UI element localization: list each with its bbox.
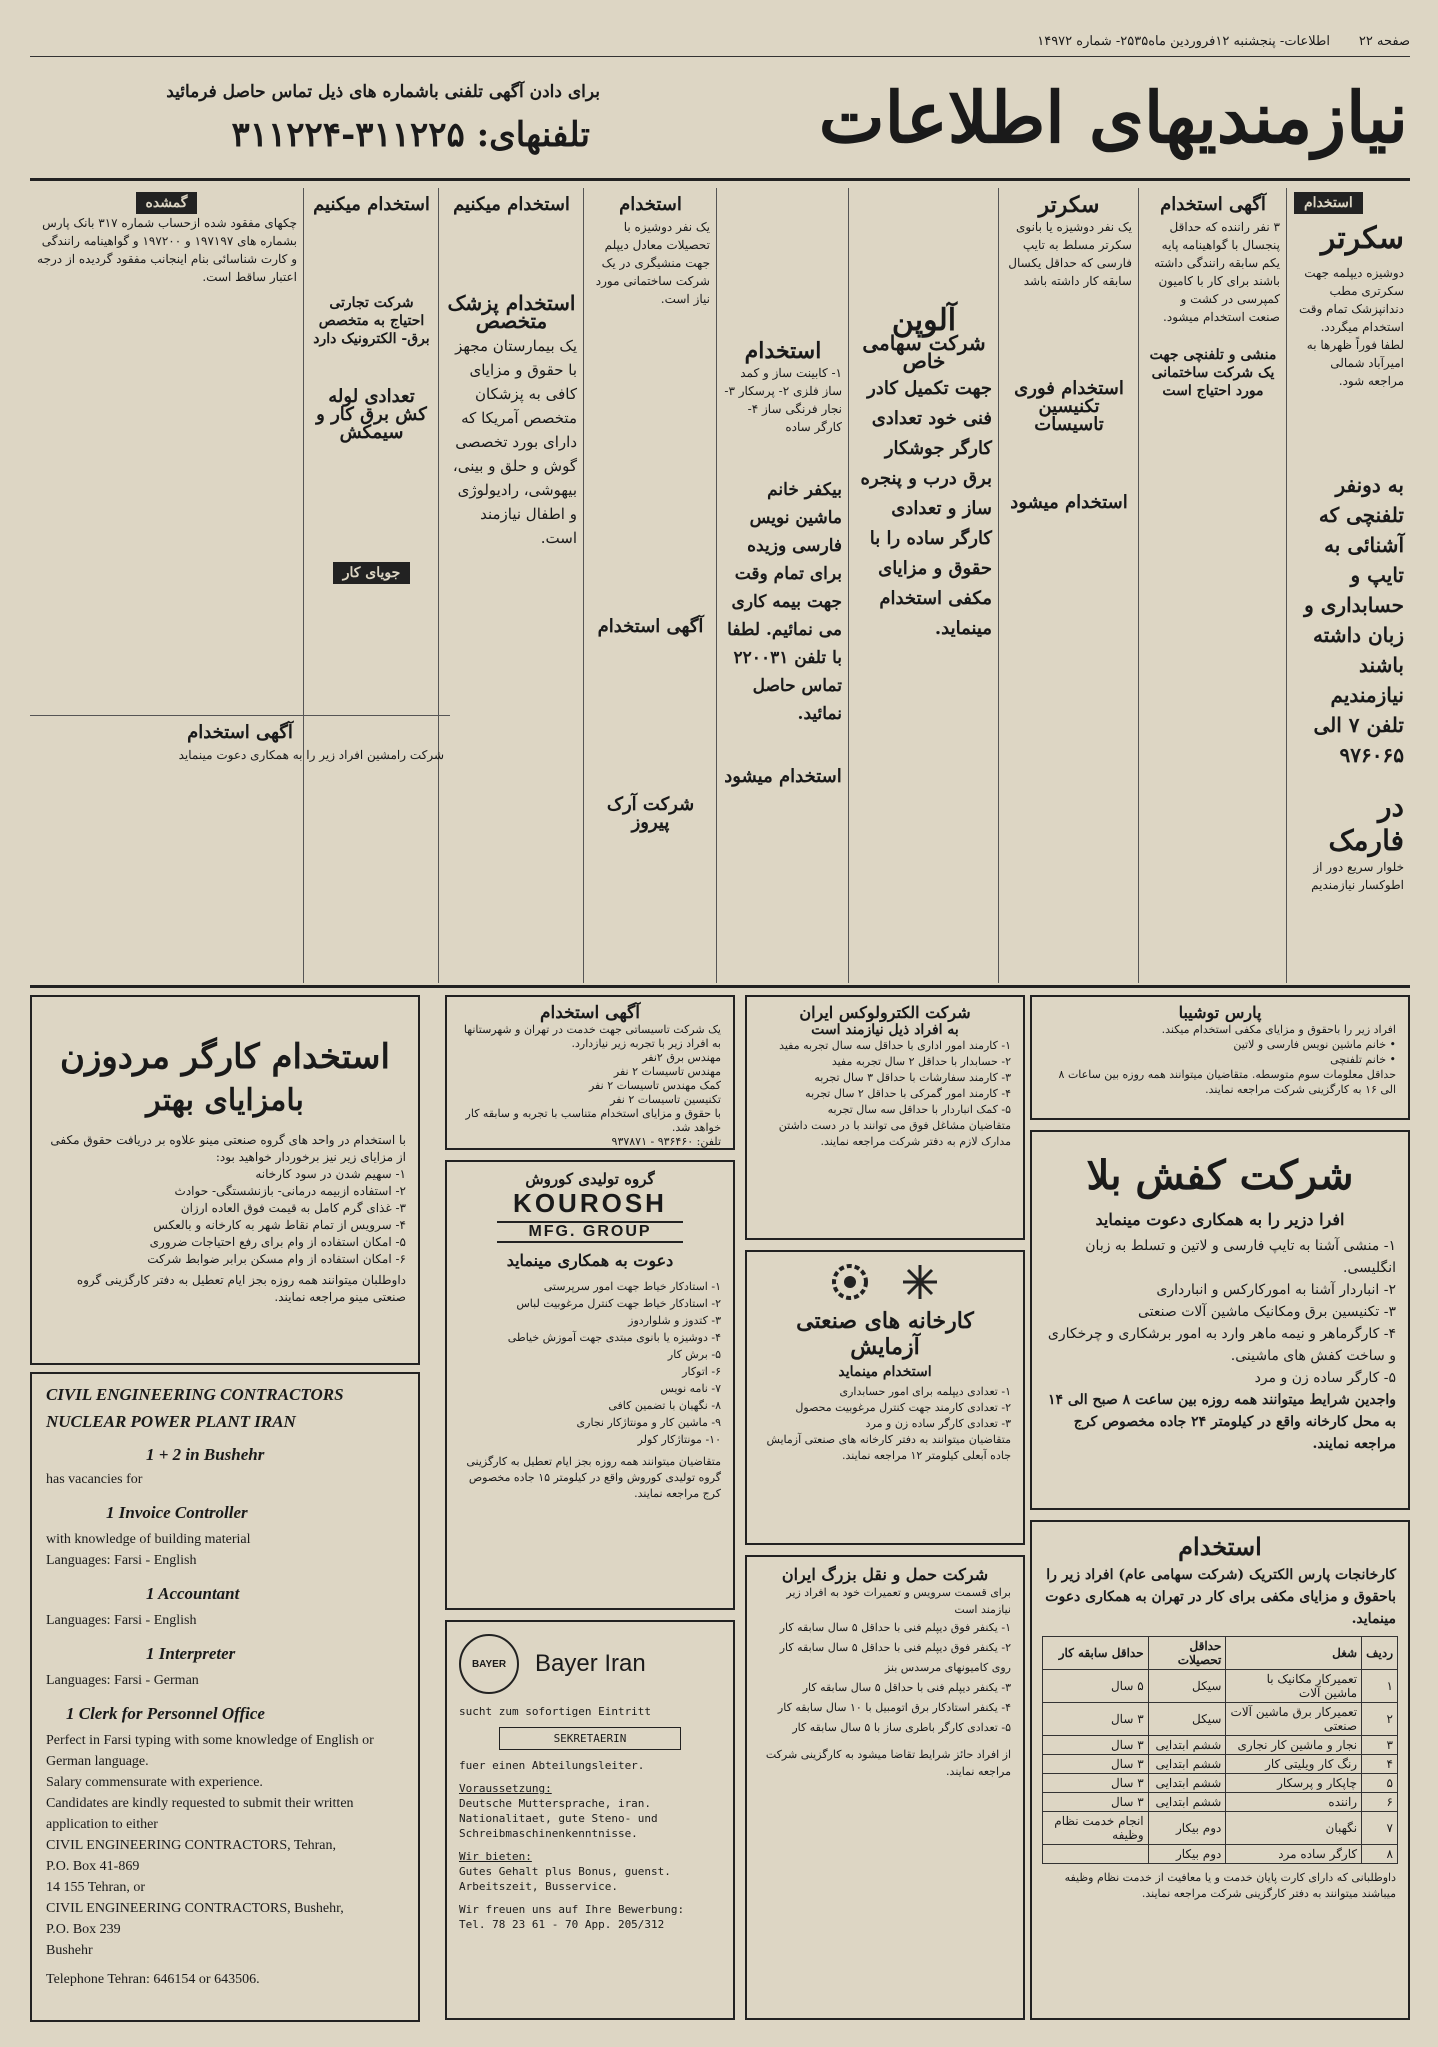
ad-text: بیکفر خانم ماشین نویس فارسی وزیده برای تمام وقت جهت بیمه کاری می نمائیم. لطفا با تلفن ۲۲۰۰۳۱ تماس حاصل نمائید. <box>727 480 842 724</box>
list-item: ۲- استادکار خیاط جهت کنترل مرغوبیت لباس <box>516 1297 721 1310</box>
list-item: ۲- یکنفر فوق دیپلم فنی با حداقل ۵ سال سابقه کار روی کامیونهای مرسدس بنز <box>779 1641 1011 1674</box>
table-cell: ششم ابتدایی <box>1148 1774 1226 1793</box>
ad-title: شرکت کفش بلا <box>1086 1152 1354 1199</box>
ad-text: Deutsche Muttersprache, iran. Nationalitaet, gute Steno- und Schreibmaschinenkenntnisse. <box>459 1797 658 1840</box>
classified-column-2 <box>1140 188 1286 983</box>
ad-text: دوشیزه دیپلمه جهت سکرتری مطب دندانپزشک تمام وقت استخدام میگردد. لطفا فوراً ظهرها به امیرآباد شمالی مراجعه شود. <box>1299 266 1404 388</box>
list-item: ۴- سرویس از تمام نقاط شهر به کارخانه و بالعکس <box>153 1218 406 1232</box>
position-title: 1 Accountant <box>146 1584 240 1603</box>
ad-subtitle: NUCLEAR POWER PLANT IRAN <box>46 1412 296 1431</box>
ad-text: یک بیمارستان مجهز با حقوق و مزایای کافی به پزشکان متخصص آمریکا که دارای بورد تخصصی گوش و حلق و بینی، بیهوشی، رادیولوژی و اطفال نیازمند است. <box>452 337 577 547</box>
ad-text: Languages: Farsi - English <box>46 1613 197 1628</box>
list-item: ۲- انباردار آشنا به امورکارکس و انبارداری <box>1156 1282 1396 1298</box>
section-tag: گمشده <box>136 192 198 214</box>
ad-text: یک نفر دوشیزه یا بانوی سکرتر مسلط به تایپ فارسی که حداقل یکسال سابقه کار داشته باشد <box>1008 220 1132 288</box>
table-row <box>1043 1703 1398 1736</box>
column-separator <box>848 188 849 983</box>
logo-subtext-en: MFG. GROUP <box>497 1221 683 1243</box>
classified-column-1 <box>1288 188 1410 983</box>
snowflake-icon <box>900 1262 940 1302</box>
ad-title: استخدام فوری تکنیسین تاسیسات <box>1014 378 1124 435</box>
ad-subtitle: شرکت سهامی خاص <box>862 331 986 373</box>
ad-text: با استخدام در واحد های گروه صنعتی مینو علاوه بر دریافت حقوق مکفی از مزایای زیر نیز برخوردار خواهید بود: <box>50 1133 406 1164</box>
ad-subtitle: افرا دزیر را به همکاری دعوت مینماید <box>1095 1210 1345 1229</box>
table-cell: نجار و ماشین کار نجاری <box>1226 1736 1362 1755</box>
address: CIVIL ENGINEERING CONTRACTORS, Tehran, <box>46 1838 337 1853</box>
logo-text-fa: گروه تولیدی کوروش <box>525 1170 655 1188</box>
ad-kafsh-bella <box>1030 1130 1410 1510</box>
telephone: تلفن: ۹۳۶۴۶۰ - ۹۳۷۸۷۱ <box>611 1135 721 1148</box>
bayer-logo: BAYER <box>459 1634 519 1694</box>
ad-text: has vacancies for <box>46 1472 143 1487</box>
ad-text: چکهای مفقود شده ازحساب شماره ۳۱۷ بانک پارس بشماره های ۱۹۷۱۹۷ و ۱۹۷۲۰۰ و گواهینامه رانندگی و کارت شناسائی بنام اینجانب مفقود گردیده از درجه اعتبار ساقط است. <box>37 216 297 284</box>
table-cell: سیکل <box>1148 1670 1226 1703</box>
ad-title: استخدام میشود <box>1010 492 1128 513</box>
ad-footer: واجدین شرایط میتوانند همه روزه بین ساعت ۸ صبح الی ۱۴ به محل کارخانه واقع در کیلومتر ۲۴ جاده مخصوص کرج مراجعه نمایند. <box>1047 1392 1396 1452</box>
ad-text: یک نفر دوشیزه با تحصیلات معادل دیپلم جهت منشیگری در یک شرکت ساختمانی مورد نیاز است. <box>595 220 710 306</box>
ad-title: استخدام میکنیم <box>453 194 570 215</box>
position-title: SEKRETAERIN <box>499 1727 681 1750</box>
ad-azmayesh <box>745 1250 1025 1545</box>
ad-footer: با حقوق و مزایای استخدام متناسب با تجربه و سابقه کار خواهد شد. <box>465 1107 721 1134</box>
list-item: مهندس تاسیسات ۲ نفر <box>613 1065 721 1078</box>
list-item: ۵- کمک انباردار با حداقل سه سال تجربه <box>827 1103 1011 1116</box>
address: 14 155 Tehran, or <box>46 1880 146 1895</box>
list-item: ۱- استادکار خیاط جهت امور سرپرستی <box>543 1280 721 1293</box>
ad-electrolux <box>745 995 1025 1240</box>
page-number: صفحه ۲۲ <box>1358 34 1410 49</box>
ad-title: آلوپن <box>891 303 957 338</box>
table-cell: ششم ابتدایی <box>1148 1793 1226 1812</box>
ad-title: شرکت حمل و نقل بزرگ ایران <box>781 1565 989 1584</box>
table-cell: ششم ابتدایی <box>1148 1755 1226 1774</box>
list-item: ۴- دوشیزه یا بانوی مبتدی جهت آموزش خیاطی <box>507 1331 721 1344</box>
table-cell: ۵ سال <box>1043 1670 1149 1703</box>
ad-footer: متقاضیان میتوانند همه روزه بجز ایام تعطیل به کارگزینی گروه تولیدی کوروش واقع در کیلومتر ۱۵ جاده مخصوص کرج مراجعه نمایند. <box>466 1455 721 1500</box>
ad-footer: داوطلبانی که دارای کارت پایان خدمت و یا معافیت از خدمت نظام وظیفه میباشند میتوانند به دفتر کارگزینی شرکت مراجعه نمایند. <box>1064 1871 1396 1900</box>
table-row <box>1043 1793 1398 1812</box>
ad-footer: حداقل معلومات سوم متوسطه. متقاضیان میتوانند همه روزه بین ساعات ۸ الی ۱۶ به کارگزینی شرکت مراجعه نمایند. <box>1058 1068 1396 1096</box>
table-row <box>1043 1812 1398 1845</box>
ad-footer: متقاضیان مشاغل فوق می توانند با در دست داشتن مدارک لازم به دفتر شرکت مراجعه نمایند. <box>778 1119 1011 1148</box>
masthead-title: نیازمندیهای اطلاعات <box>818 76 1408 159</box>
classified-column-6 <box>585 188 716 983</box>
table-cell: ۶ <box>1362 1793 1398 1812</box>
ad-subtitle: به افراد ذیل نیازمند است <box>811 1022 959 1038</box>
classified-column-7 <box>440 188 583 983</box>
ad-text: sucht zum sofortigen Eintritt <box>459 1705 652 1718</box>
position-title: 1 Interpreter <box>146 1644 236 1663</box>
ad-title: استخدام پزشک متخصص <box>447 291 576 333</box>
list-item: کمک مهندس تاسیسات ۲ نفر <box>588 1079 721 1092</box>
ad-title: استخدام میشود <box>724 766 842 787</box>
column-separator <box>1138 188 1139 983</box>
masthead-rule <box>30 178 1410 181</box>
list-item: • خانم ماشین نویس فارسی و لاتین <box>1233 1038 1396 1051</box>
table-header-row <box>1043 1637 1398 1670</box>
list-item: ۵- تعدادی کارگر باطری ساز با ۵ سال سابقه کار <box>792 1721 1011 1734</box>
logo-text-en: KOUROSH <box>513 1188 667 1218</box>
list-item: ۳- تکنیسین برق ومکانیک ماشین آلات صنعتی <box>1138 1304 1396 1320</box>
issue-meta: اطلاعات- پنجشنبه ۱۲فروردین ماه۲۵۳۵- شماره ۱۴۹۷۲ <box>1037 34 1330 49</box>
ad-text: افراد زیر را باحقوق و مزایای مکفی استخدام میکند. <box>1161 1023 1396 1036</box>
table-cell: ۲ <box>1362 1703 1398 1736</box>
ad-title: شرکت آرک پیروز <box>606 794 695 833</box>
ad-title: CIVIL ENGINEERING CONTRACTORS <box>46 1385 344 1404</box>
list-item: ۵- برش کار <box>667 1348 721 1361</box>
table-cell: راننده <box>1226 1793 1362 1812</box>
ad-title: آگهی استخدام <box>187 722 293 743</box>
column-separator <box>716 188 717 983</box>
ad-title: دعوت به همکاری مینماید <box>506 1251 674 1270</box>
table-cell <box>1043 1845 1149 1864</box>
ad-tasisat <box>445 995 735 1150</box>
section-rule <box>30 985 1410 988</box>
section-label: Wir bieten: <box>459 1850 532 1863</box>
list-item: ۸- نگهبان با تضمین کافی <box>608 1399 721 1412</box>
classified-column-5 <box>718 188 848 983</box>
table-row <box>1043 1670 1398 1703</box>
ad-bayer <box>445 1620 735 2020</box>
address: P.O. Box 239 <box>46 1922 121 1937</box>
section-tag: جویای کار <box>333 562 411 584</box>
ad-text: یک شرکت تاسیساتی جهت خدمت در تهران و شهرستانها به افراد زیر با تجربه زیر نیازدارد. <box>463 1023 721 1050</box>
list-item: ۱۰- مونتاژکار کولر <box>637 1433 721 1446</box>
table-row <box>1043 1774 1398 1793</box>
position-title: 1 Invoice Controller <box>106 1503 248 1522</box>
ad-text: fuer einen Abteilungsleiter. <box>459 1759 645 1772</box>
ad-text: شرکت رامشین افراد زیر را به همکاری دعوت مینماید <box>178 748 444 762</box>
ad-text: جهت تکمیل کادر فنی خود تعدادی کارگر جوشکار برق درب و پنجره ساز و تعدادی کارگر ساده را با حقوق و مزایای مکفی استخدام مینماید. <box>860 378 992 639</box>
list-item: ۳- یکنفر دیپلم فنی با حداقل ۵ سال سابقه کار <box>802 1681 1011 1694</box>
ad-text: Perfect in Farsi typing with some knowledge of English or German language. <box>46 1733 374 1769</box>
page-header-line <box>30 34 1410 57</box>
list-item: ۳- کتدوز و شلواردوز <box>628 1314 721 1327</box>
ad-title: تعدادی لوله کش برق کار و سیمکش <box>316 386 427 443</box>
classified-column-3 <box>1000 188 1138 983</box>
ad-title: استخدام <box>619 194 682 215</box>
ad-text: Salary commensurate with experience. <box>46 1775 263 1790</box>
list-item: ۹- ماشین کار و مونتاژکار نجاری <box>576 1416 721 1429</box>
address: CIVIL ENGINEERING CONTRACTORS, Bushehr, <box>46 1901 344 1916</box>
ad-haml-naghl <box>745 1555 1025 2020</box>
section-label: Voraussetzung: <box>459 1782 552 1795</box>
position-title: 1 Clerk for Personnel Office <box>66 1704 265 1723</box>
list-item: ۵- کارگر ساده زن و مرد <box>1254 1370 1396 1386</box>
ad-text: کارخانجات پارس الکتریک (شرکت سهامی عام) افراد زیر را باحقوق و مزایای مکفی برای کار در تهران به همکاری دعوت مینماید. <box>1045 1567 1396 1627</box>
table-row <box>1043 1845 1398 1864</box>
table-cell: رنگ کار ویلیتی کار <box>1226 1755 1362 1774</box>
table-row <box>1043 1755 1398 1774</box>
list-item: ۳- کارمند سفارشات با حداقل ۳ سال تجربه <box>814 1071 1011 1084</box>
list-item: مهندس برق ۲نفر <box>642 1051 721 1064</box>
ad-pars-toshiba <box>1030 995 1410 1120</box>
table-cell: دوم بیکار <box>1148 1812 1226 1845</box>
column-header: حداقل تحصیلات <box>1148 1637 1226 1670</box>
table-cell: ۳ سال <box>1043 1793 1149 1812</box>
ad-footer: متقاضیان میتوانند به دفتر کارخانه های صنعتی آزمایش جاده آبعلی کیلومتر ۱۲ مراجعه نمایند. <box>766 1433 1011 1462</box>
table-cell: سیکل <box>1148 1703 1226 1736</box>
address: P.O. Box 41-869 <box>46 1859 140 1874</box>
column-separator <box>1286 188 1287 983</box>
list-item: ۳- غذای گرم کامل به قیمت فوق العاده ارزان <box>180 1201 406 1215</box>
ad-footer: داوطلبان میتوانند همه روزه بجز ایام تعطیل به دفتر کارگزینی گروه صنعتی مینو مراجعه نمایند. <box>76 1273 406 1304</box>
table-cell: تعمیرکار مکانیک با ماشین آلات <box>1226 1670 1362 1703</box>
ad-text: خلوار سریع دور از اطوکسار نیازمندیم <box>1311 860 1404 892</box>
ad-subtitle: برای قسمت سرویس و تعمیرات خود به افراد زیر نیازمند است <box>786 1586 1011 1616</box>
table-cell: ۳ سال <box>1043 1703 1149 1736</box>
table-cell: ششم ابتدایی <box>1148 1736 1226 1755</box>
address: Bushehr <box>46 1943 93 1958</box>
table-cell: ۷ <box>1362 1812 1398 1845</box>
table-cell: ۱ <box>1362 1670 1398 1703</box>
ad-title: در فارمک <box>1328 790 1404 857</box>
ad-title: پارس توشیبا <box>1178 1003 1262 1022</box>
list-item: ۴- یکنفر استادکار برق اتومبیل با ۱۰ سال سابقه کار <box>777 1701 1011 1714</box>
ad-hire: استخدام مینماید <box>838 1364 932 1380</box>
company-name: Bayer Iran <box>535 1650 646 1677</box>
ad-text: Languages: Farsi - German <box>46 1673 199 1688</box>
ad-text: Gutes Gehalt plus Bonus, guenst. Arbeitszeit, Busservice. <box>459 1865 671 1893</box>
table-cell: چاپکار و پرسکار <box>1226 1774 1362 1793</box>
ad-title: استخدام <box>1178 1532 1262 1561</box>
list-item: ۱- تعدادی دیپلمه برای امور حسابداری <box>839 1385 1011 1398</box>
telephone: Telephone Tehran: 646154 or 643506. <box>46 1972 260 1987</box>
list-item: ۲- تعدادی کارمند جهت کنترل مرغوبیت محصول <box>795 1401 1011 1414</box>
ad-footer: از افراد حائز شرایط تقاضا میشود به کارگزینی شرکت مراجعه نمایند. <box>765 1748 1011 1778</box>
list-item: تکنیسین تاسیسات ۲ نفر <box>610 1093 721 1106</box>
list-item: ۲- استفاده ازبیمه درمانی- بازنشستگی- حوادث <box>174 1184 406 1198</box>
table-cell: ۵ <box>1362 1774 1398 1793</box>
ad-title: استخدام میکنیم <box>313 194 430 215</box>
ad-pars-electric <box>1030 1520 1410 2020</box>
table-cell: دوم بیکار <box>1148 1845 1226 1864</box>
list-item: ۵- امکان استفاده از وام برای رفع احتیاجات ضروری <box>149 1235 406 1249</box>
list-item: ۲- حسابدار با حداقل ۲ سال تجربه مفید <box>831 1055 1011 1068</box>
list-item: ۱- یکنفر فوق دیپلم فنی با حداقل ۵ سال سابقه کار <box>779 1621 1011 1634</box>
ad-civil-engineering <box>30 1372 420 2022</box>
ad-title: استخدام <box>744 338 822 364</box>
list-item: ۴- کارگرماهر و نیمه ماهر وارد به امور برشکاری و چرخکاری و ساخت کفش های ماشینی. <box>1047 1326 1396 1364</box>
ad-text: ۳ نفر راننده که حداقل پنجسال با گواهینامه پایه یکم سابقه رانندگی داشته باشند برای کار با کامیون کمپرسی در کشت و صنعت استخدام میشود. <box>1154 220 1280 324</box>
list-item: ۶- اتوکار <box>682 1365 721 1378</box>
gear-icon <box>830 1262 870 1302</box>
list-item: • خانم تلفنچی <box>1330 1053 1396 1066</box>
ad-text: Languages: Farsi - English <box>46 1553 197 1568</box>
classified-column-4 <box>850 188 998 983</box>
list-item: ۱- سهیم شدن در سود کارخانه <box>255 1167 406 1181</box>
table-cell: ۳ <box>1362 1736 1398 1755</box>
ad-text: Candidates are kindly requested to submit their written application to either <box>46 1796 354 1832</box>
section-tag: استخدام <box>1294 192 1363 214</box>
ad-ramshin <box>30 715 450 975</box>
ad-title: آگهی استخدام <box>1160 194 1266 215</box>
table-cell: انجام خدمت نظام وظیفه <box>1043 1812 1149 1845</box>
list-item: ۱- کارمند امور اداری با حداقل سه سال تجربه مفید <box>779 1039 1011 1052</box>
ad-title: شرکت تجارتی احتیاج به متخصص برق- الکترونیک دارد <box>313 295 430 347</box>
table-cell: ۳ سال <box>1043 1755 1149 1774</box>
ad-title: کارخانه های صنعتی <box>796 1308 974 1334</box>
phone-note: برای دادن آگهی تلفنی باشماره های ذیل تماس حاصل فرمائید <box>166 82 600 102</box>
column-header: شغل <box>1226 1637 1362 1670</box>
list-item: ۱- منشی آشنا به تایپ فارسی و لاتین و تسلط به زبان انگلیسی. <box>1085 1238 1396 1276</box>
ad-title: منشی و تلفنچی جهت یک شرکت ساختمانی مورد احتیاج است <box>1149 347 1277 399</box>
column-header: ردیف <box>1362 1637 1398 1670</box>
ad-title: سکرتر <box>1038 192 1100 218</box>
ad-text: with knowledge of building material <box>46 1532 251 1547</box>
phone-numbers: تلفنهای: ۳۱۱۲۲۵-۳۱۱۲۲۴ <box>231 115 590 155</box>
table-cell: ۴ <box>1362 1755 1398 1774</box>
table-cell: کارگر ساده مرد <box>1226 1845 1362 1864</box>
ad-location: 1 + 2 in Bushehr <box>146 1445 265 1464</box>
ad-title: آگهی استخدام <box>540 1003 640 1023</box>
ad-text: Wir freuen uns auf Ihre Bewerbung: <box>459 1903 685 1916</box>
table-cell: تعمیرکار برق ماشین آلات صنعتی <box>1226 1703 1362 1736</box>
ad-kargar <box>30 995 420 1365</box>
table-cell: ۸ <box>1362 1845 1398 1864</box>
list-item: ۷- نامه نویس <box>660 1382 721 1395</box>
ad-title: شرکت الکترولوکس ایران <box>799 1003 971 1022</box>
telephone: Tel. 78 23 61 - 70 App. 205/312 <box>459 1918 665 1931</box>
column-separator <box>583 188 584 983</box>
table-cell: نگهبان <box>1226 1812 1362 1845</box>
table-cell: ۳ سال <box>1043 1774 1149 1793</box>
column-separator <box>998 188 999 983</box>
ad-text: ۱- کابینت ساز و کمد ساز فلزی ۲- پرسکار ۳- نجار فرنگی ساز ۴- کارگر ساده <box>724 366 842 434</box>
list-item: ۳- تعدادی کارگر ساده زن و مرد <box>865 1417 1011 1430</box>
ad-kourosh <box>445 1160 735 1610</box>
column-header: حداقل سابقه کار <box>1043 1637 1149 1670</box>
list-item: ۶- امکان استفاده از وام مسکن برابر ضوابط شرکت <box>147 1252 406 1266</box>
ad-subtitle: آزمایش <box>850 1334 920 1360</box>
classified-column-9 <box>30 188 303 708</box>
ad-title: به دونفر تلفنچی که آشنائی به تایپ و حسابداری و زبان داشته باشند نیازمندیم تلفن ۷ الی ۹۷۶۰۶۵ <box>1304 473 1404 767</box>
ad-title: استخدام کارگر مردوزن <box>60 1037 390 1077</box>
ad-title: آگهی استخدام <box>597 616 704 637</box>
jobs-table <box>1042 1636 1398 1864</box>
list-item: ۴- کارمند امور گمرکی با حداقل ۲ سال تجربه <box>805 1087 1011 1100</box>
table-row <box>1043 1736 1398 1755</box>
ad-subtitle: بامزایای بهتر <box>146 1083 304 1118</box>
ad-title: سکرتر <box>1320 221 1404 256</box>
table-cell: ۳ سال <box>1043 1736 1149 1755</box>
